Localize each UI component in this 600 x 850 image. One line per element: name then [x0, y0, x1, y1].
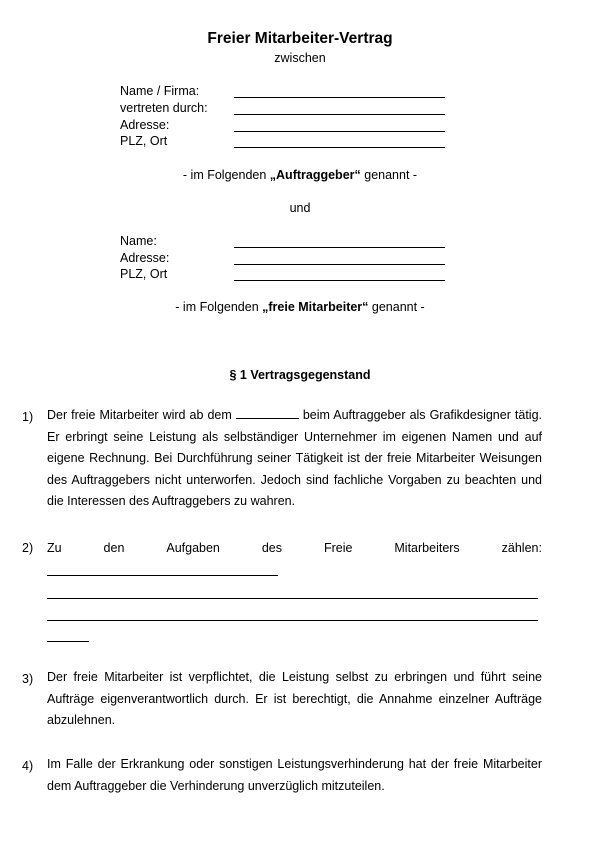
party2-city-field[interactable] [120, 267, 450, 283]
field-label: Adresse: [120, 118, 170, 132]
field-label: vertreten durch: [120, 101, 208, 115]
item-text: Der freie Mitarbeiter wird ab dem [47, 408, 236, 422]
document-subtitle: zwischen [274, 51, 326, 65]
party1-designation [0, 168, 600, 182]
item-number: 4) [22, 759, 34, 773]
fill-in-line[interactable] [47, 641, 89, 642]
item-number: 3) [22, 672, 34, 686]
item-word: Freie [323, 541, 353, 555]
party1-name-field[interactable] [120, 84, 450, 100]
field-label: Name / Firma: [120, 84, 200, 98]
designation-term: „Auftraggeber“ [269, 168, 361, 182]
party1-representative-field[interactable] [120, 101, 450, 117]
item-2-heading-line [47, 541, 542, 555]
party2-address-field[interactable] [120, 251, 450, 267]
designation-suffix: genannt - [360, 168, 418, 182]
fill-in-line [234, 147, 445, 148]
item-word: Zu [47, 541, 62, 555]
item-word: zählen: [501, 541, 542, 555]
document-title: Freier Mitarbeiter-Vertrag [207, 30, 393, 47]
connector-text: und [289, 201, 311, 215]
item-word: Mitarbeiters [394, 541, 460, 555]
designation-suffix: genannt - [368, 300, 425, 314]
party1-city-field[interactable] [120, 134, 450, 150]
party2-name-field[interactable] [120, 234, 450, 250]
item-word: den [103, 541, 125, 555]
item-text: beim Auftraggeber als Grafikdesigner tätig. Er erbringt seine Leistung als selbständiger Unternehmer im eigenen Namen und auf eigene Rechnung. Bei Durchführung seiner Tätigkeit ist der freie Mitarbeiter Weisungen des Auftraggebers nicht unterworfen. Jedoch sind fachliche Vorgaben zu beachten und die Interessen des Auftraggebers zu wahren. [47, 408, 542, 508]
designation-prefix: - im Folgenden [175, 300, 263, 314]
party2-designation [0, 300, 600, 314]
item-text: Der freie Mitarbeiter ist verpflichtet, die Leistung selbst zu erbringen und führt seine Aufträge eigenverantwortlich durch. Er ist berechtigt, die Annahme einzelner Aufträge abzulehnen. [47, 670, 542, 727]
field-label: PLZ, Ort [120, 267, 168, 281]
fill-in-line[interactable] [47, 620, 538, 621]
fill-in-line[interactable] [47, 575, 278, 576]
fill-in-line [234, 131, 445, 132]
item-word: des [261, 541, 282, 555]
field-label: PLZ, Ort [120, 134, 168, 148]
section-heading: § 1 Vertragsgegenstand [229, 368, 371, 382]
item-number: 1) [22, 410, 34, 424]
fill-in-line [234, 264, 445, 265]
party1-address-field[interactable] [120, 118, 450, 134]
date-blank-line[interactable] [236, 408, 299, 419]
fill-in-line [234, 280, 445, 281]
fill-in-line[interactable] [47, 598, 538, 599]
item-word: Aufgaben [166, 541, 220, 555]
item-4-paragraph [47, 754, 542, 797]
item-text: Im Falle der Erkrankung oder sonstigen Leistungsverhinderung hat der freie Mitarbeiter dem Auftraggeber die Verhinderung unverzüglich mitzuteilen. [47, 757, 542, 793]
field-label: Adresse: [120, 251, 170, 265]
designation-term: „freie Mitarbeiter“ [262, 300, 369, 314]
item-3-paragraph [47, 667, 542, 732]
field-label: Name: [120, 234, 157, 248]
designation-prefix: - im Folgenden [182, 168, 270, 182]
fill-in-line [234, 247, 445, 248]
fill-in-line [234, 97, 445, 98]
item-number: 2) [22, 541, 34, 555]
fill-in-line [234, 114, 445, 115]
item-1-paragraph [47, 405, 542, 513]
